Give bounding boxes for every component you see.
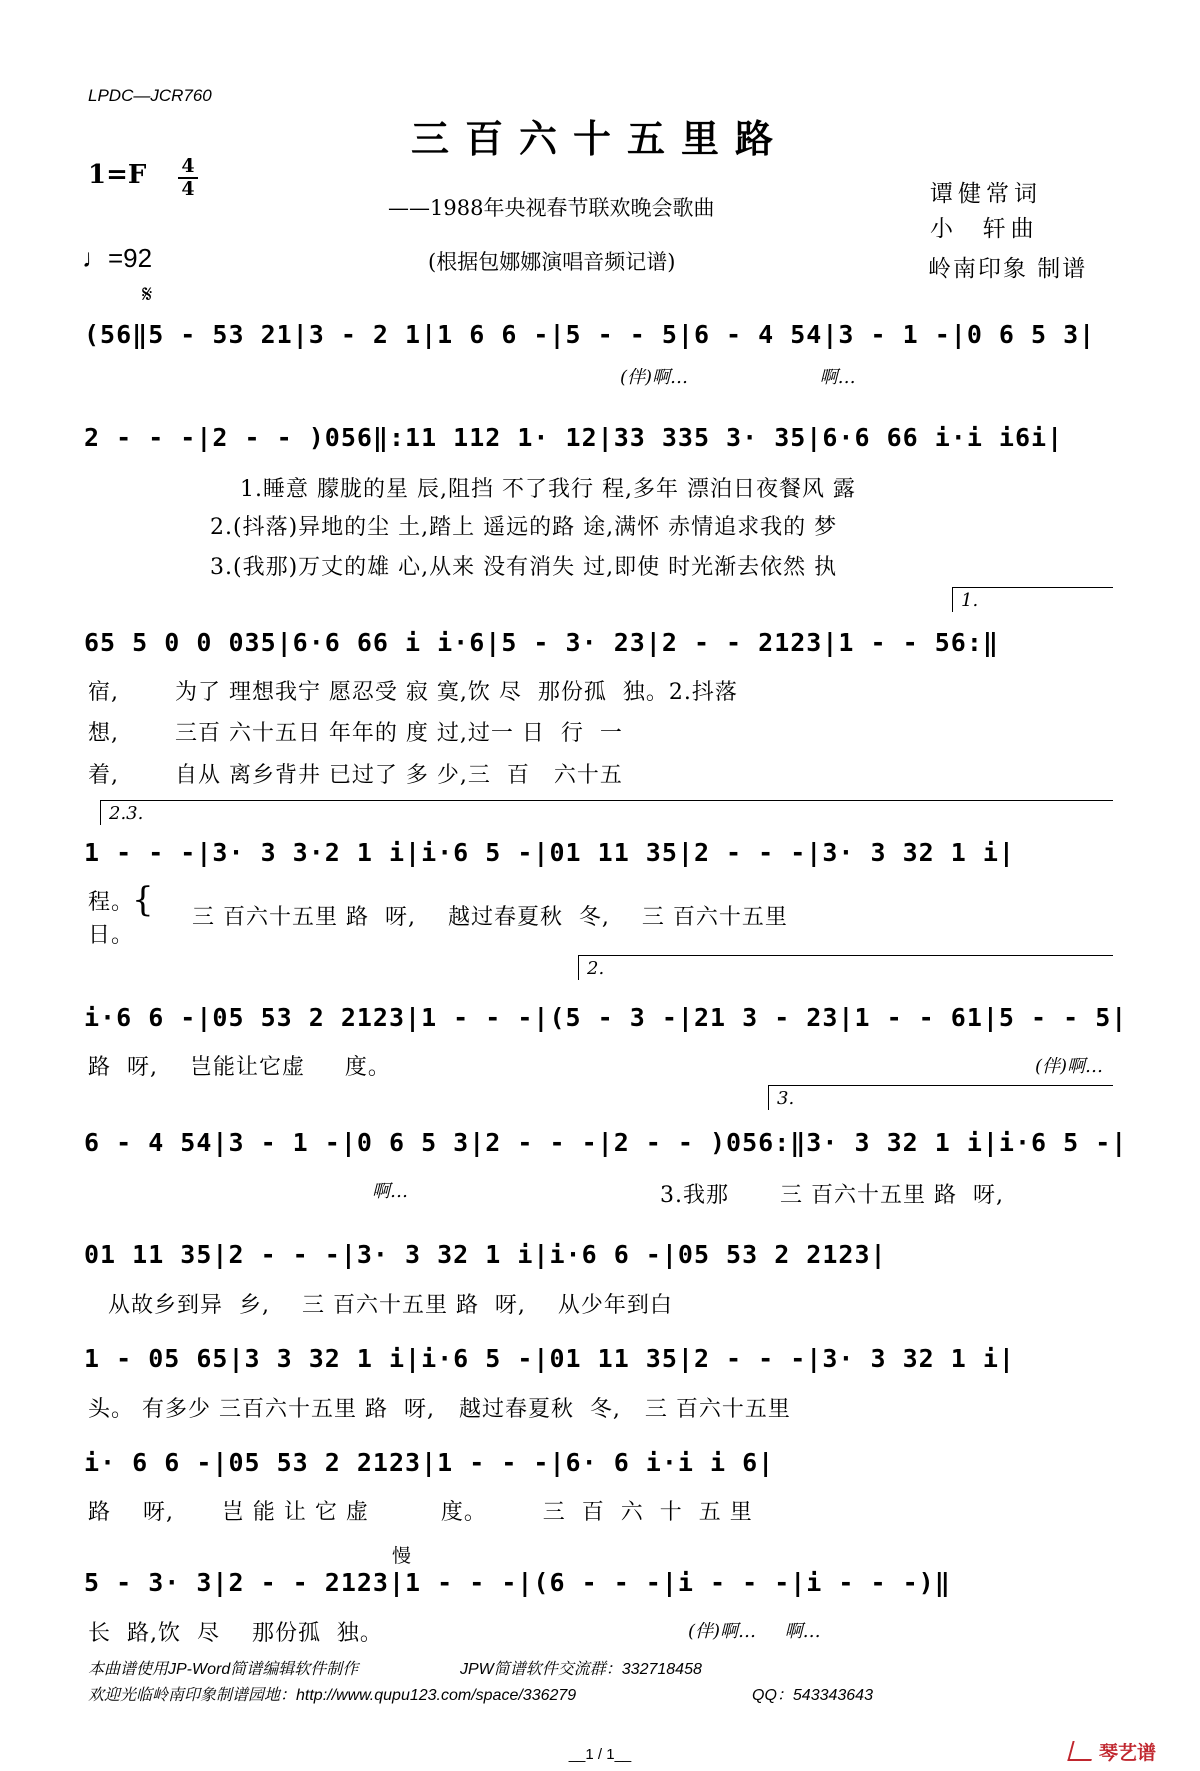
volta-bracket-3: 3. [768,1085,1113,1110]
system-2-notes: 2 - - -|2 - - )056‖:11 112 1· 12|33 335 3· 35|6·6 66 i·i i6i| [84,423,1064,452]
volta-bracket-2-3: 2.3. [100,800,1113,825]
system-10-lyrics: 长 路,饮 尽 那份孤 独。 [88,1621,383,1646]
footer-qq: QQ：543343643 [752,1687,873,1704]
system-5-notes: i·6 6 -|05 53 2 2123|1 - - -|(5 - 3 -|21 3 - 23|1 - - 61|5 - - 5| [84,1003,1128,1032]
time-signature-bottom: 4 [178,177,198,200]
volta-bracket-2: 2. [578,955,1113,980]
system-8-notes: 1 - 05 65|3 3 32 1 i|i·6 5 -|01 11 35|2 - - -|3· 3 32 1 i| [84,1344,1015,1373]
system-10-accompaniment: (伴)啊… 啊… [688,1621,821,1642]
system-3-notes: 65 5 0 0 035|6·6 66 i i·6|5 - 3· 23|2 - - 2123|1 - - 56:‖ [84,628,999,657]
composer-credit: 小 轩曲 [930,216,1039,242]
system-6-lyrics: 三 百六十五里 路 呀, [780,1183,1004,1208]
score-code: LPDC—JCR760 [88,86,212,105]
footer-software: 本曲谱使用JP-Word简谱编辑软件制作 [88,1661,359,1678]
logo-icon [1067,1741,1096,1761]
time-signature [178,156,198,200]
volta-bracket-1: 1. [952,587,1113,612]
brand-logo [1070,1738,1156,1765]
system-4-lyrics-ending-3: 日。 [88,923,135,948]
song-subtitle: ——1988年央视春节联欢晚会歌曲 [388,196,715,220]
footer-group: JPW简谱软件交流群：332718458 [460,1661,702,1678]
system-1-notes: (56‖5 - 53 21|3 - 2 1|1 6 6 -|5 - - 5|6 - 4 54|3 - 1 -|0 6 5 3| [84,320,1096,349]
system-6-accompaniment: 啊… [372,1181,408,1202]
system-2-lyrics-verse-2: 2.(抖落)异地的尘 土,踏上 遥远的路 途,满怀 赤情追求我的 梦 [210,515,838,540]
system-5-lyrics: 路 呀, 岂能让它虚 度。 [88,1055,391,1080]
system-2-lyrics-verse-3: 3.(我那)万丈的雄 心,从来 没有消失 过,即使 时光渐去依然 执 [210,555,838,580]
system-3-lyrics-verse-2: 想, 三百 六十五日 年年的 度 过,过一 日 行 一 [88,721,623,746]
tempo-slow-mark: 慢 [392,1545,412,1567]
system-10-notes: 5 - 3· 3|2 - - 2123|1 - - -|(6 - - -|i - - -|i - - -)‖ [84,1568,951,1597]
system-4-lyrics-ending-2: 程。 [88,890,135,915]
footer-website[interactable]: 欢迎光临岭南印象制谱园地：http://www.qupu123.com/space/336279 [88,1687,577,1704]
arranger-credit: 岭南印象 制谱 [928,256,1088,282]
system-4-lyrics-chorus: 三 百六十五里 路 呀, 越过春夏秋 冬, 三 百六十五里 [192,905,788,930]
system-7-lyrics: 从故乡到异 乡, 三 百六十五里 路 呀, 从少年到白 [108,1293,673,1318]
system-6-verse-3-pickup: 3.我那 [660,1183,729,1208]
key-signature: 1=F [88,160,147,190]
lyricist-credit: 谭健常词 [930,181,1042,207]
system-9-notes: i· 6 6 -|05 53 2 2123|1 - - -|6· 6 i·i i 6| [84,1448,775,1477]
system-3-lyrics-verse-1: 宿, 为了 理想我宁 愿忍受 寂 寞,饮 尽 那份孤 独。2.抖落 [88,680,738,705]
segno-sign: 𝄋 [142,280,153,308]
system-4-notes: 1 - - -|3· 3 3·2 1 i|i·6 5 -|01 11 35|2 - - -|3· 3 32 1 i| [84,838,1015,867]
song-title: 三百六十五里路 [410,116,789,161]
system-3-lyrics-verse-3: 着, 自从 离乡背井 已过了 多 少,三 百 六十五 [88,763,623,788]
system-1-lyrics: (伴)啊… 啊… [620,367,856,388]
system-8-lyrics: 头。 有多少 三百六十五里 路 呀, 越过春夏秋 冬, 三 百六十五里 [88,1397,791,1422]
tempo-marking: ♩=92 [82,243,153,273]
system-7-notes: 01 11 35|2 - - -|3· 3 32 1 i|i·6 6 -|05 53 2 2123| [84,1240,887,1269]
time-signature-top: 4 [181,155,195,177]
system-9-lyrics: 路 呀, 岂 能 让 它 虚 度。 三 百 六 十 五 里 [88,1500,753,1525]
source-note: (根据包娜娜演唱音频记谱) [428,250,676,274]
page-number: __1 / 1__ [568,1746,632,1763]
logo-text: 琴艺谱 [1099,1742,1157,1764]
system-5-accompaniment: (伴)啊… [1035,1056,1104,1077]
system-6-notes: 6 - 4 54|3 - 1 -|0 6 5 3|2 - - -|2 - - )056:‖3· 3 32 1 i|i·6 5 -| [84,1128,1128,1157]
verse-brace: { [132,880,154,920]
system-2-lyrics-verse-1: 1.睡意 朦胧的星 辰,阻挡 不了我行 程,多年 漂泊日夜餐风 露 [240,477,856,502]
